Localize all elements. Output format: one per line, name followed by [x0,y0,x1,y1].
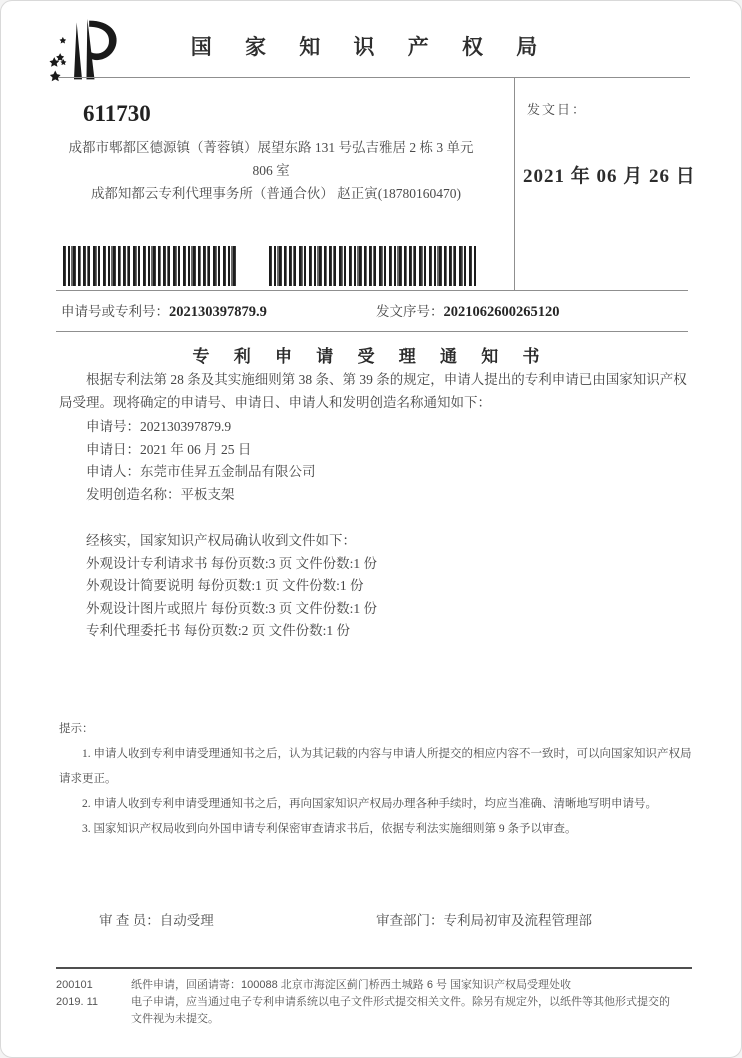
reference-row-top-rule [56,290,688,291]
footer [56,967,692,1028]
document-item: 外观设计简要说明 每份页数:1 页 文件份数:1 份 [86,578,364,593]
field-invention-name: 发明创造名称：平板支架 [86,486,235,502]
signoff-row [99,909,695,929]
tip-item: 3. 国家知识产权局收到向外国申请专利保密审查请求书后，依据专利法实施细则第 9 条予以审查。 [82,823,577,835]
barcode-left [63,246,237,286]
field-applicant: 申请人：东莞市佳昇五金制品有限公司 [86,464,316,479]
tips-heading: 提示： [59,723,94,735]
document-item: 专利代理委托书 每份页数:2 页 文件份数:1 份 [86,623,351,638]
date-box-divider [514,78,515,290]
footer-line-electronic: 电子申请，应当通过电子专利申请系统以电子文件形式提交相关文件。除另有规定外，以纸件等其他形式提交的文件视为未提交。 [131,996,670,1025]
footer-instructions [131,977,692,1028]
tip-item: 1. 申请人收到专利申请受理通知书之后，认为其记载的内容与申请人所提交的相应内容不一致时，可以向国家知识产权局请求更正。 [59,748,692,785]
notice-title: 专 利 申 请 受 理 通 知 书 [192,347,550,366]
application-number: 申请号或专利号：202130397879.9 [61,304,267,320]
dispatch-date-label: 发文日： [527,102,588,117]
recipient-address-line2: 806 室 [252,163,290,178]
field-application-date: 申请日：2021 年 06 月 25 日 [86,441,252,457]
footer-line-paper: 纸件申请，回函请寄：100088 北京市海淀区蓟门桥西土城路 6 号 国家知识产权局受理处收 [131,979,572,991]
footer-form-codes: 200101 2019. 11 [56,979,99,1008]
document-item: 外观设计专利请求书 每份页数:3 页 文件份数:1 份 [86,555,378,571]
barcode-right [269,246,477,286]
reference-row-bottom-rule [56,331,688,332]
tips-section [59,717,695,842]
recipient-address-line1: 成都市郫都区德源镇（菁蓉镇）展望东路 131 号弘吉雅居 2 栋 3 单元 [68,140,474,155]
field-application-no: 申请号：202130397879.9 [86,419,232,434]
document-item: 外观设计图片或照片 每份页数:3 页 文件份数:1 份 [86,600,378,616]
notice-body [59,369,691,643]
postal-code: 611730 [83,101,151,126]
agency-title: 国 家 知 识 产 权 局 [190,35,552,59]
dispatch-serial-number: 发文序号：2021062600265120 [376,304,560,320]
received-intro: 经核实，国家知识产权局确认收到文件如下： [86,533,356,548]
notice-paragraph: 根据专利法第 28 条及其实施细则第 38 条、第 39 条的规定，申请人提出的专利申请已由国家知识产权局受理。现将确定的申请号、申请日、申请人和发明创造名称通知如下： [59,372,687,410]
dispatch-date-value: 2021 年 06 月 26 日 [523,166,696,187]
tip-item: 2. 申请人收到专利申请受理通知书之后，再向国家知识产权局办理各种手续时，均应当准确、清晰地写明申请号。 [82,798,657,810]
header-divider [58,77,690,78]
recipient-agent-line: 成都知都云专利代理事务所（普通合伙） 赵正寅(18780160470) [90,186,462,201]
examining-department: 审查部门：专利局初审及流程管理部 [376,913,592,928]
examiner: 审 查 员：自动受理 [99,913,214,928]
received-documents [59,530,691,643]
application-fields [59,416,691,506]
